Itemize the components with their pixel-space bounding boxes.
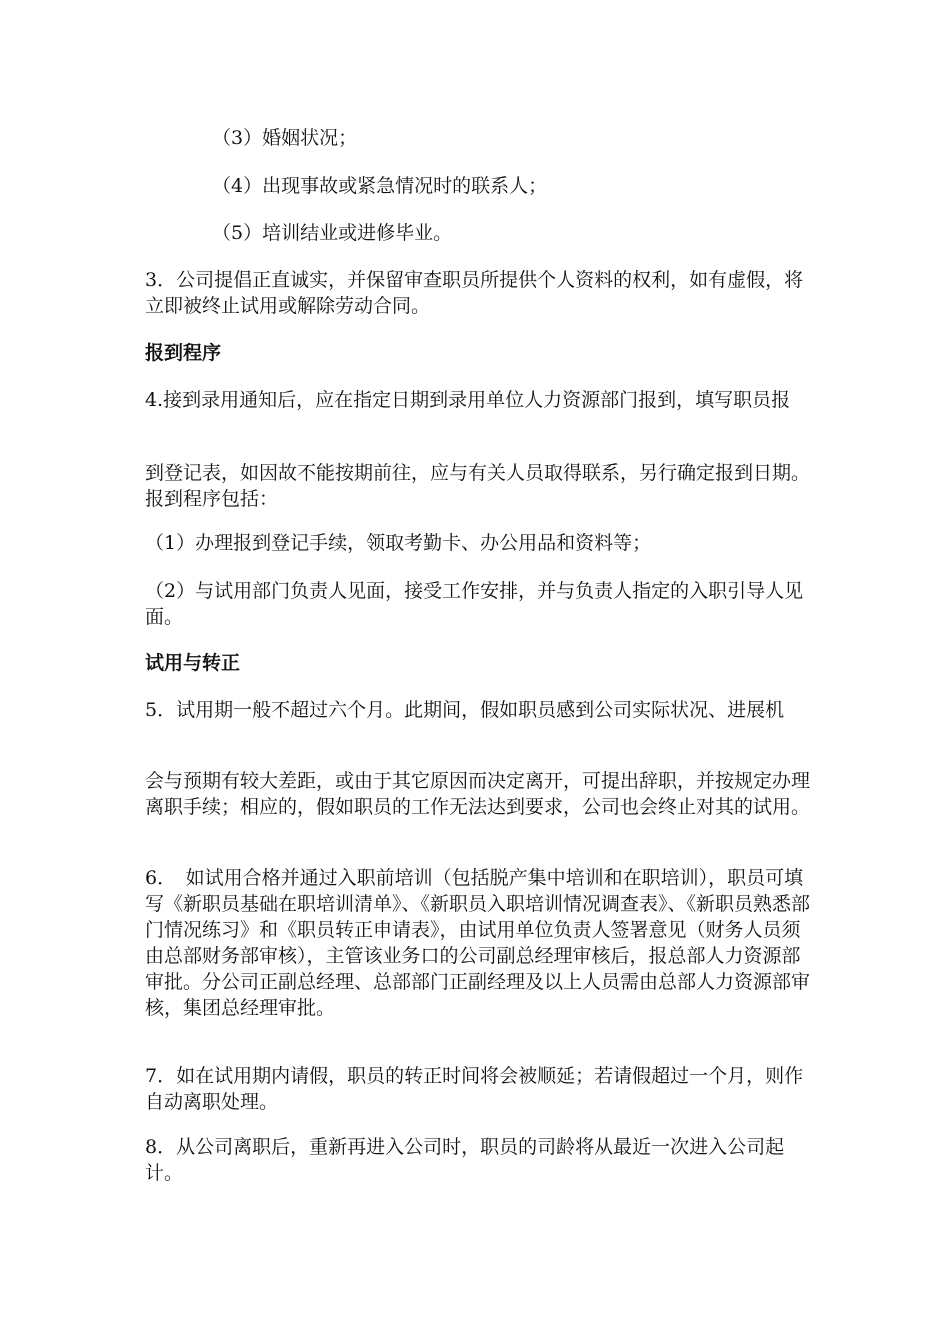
paragraph-4-continued: 到登记表，如因故不能按期前往，应与有关人员取得联系，另行确定报到日期。报到程序包括： (145, 462, 811, 510)
list-item-marital-status: （3）婚姻状况； (212, 127, 358, 149)
section-heading-probation: 试用与转正 (145, 652, 241, 674)
onboarding-step-2: （2）与试用部门负责人见面，接受工作安排，并与负责人指定的入职引导人见面。 (145, 580, 804, 628)
paragraph-8: 8．从公司离职后，重新再进入公司时，职员的司龄将从最近一次进入公司起计。 (145, 1136, 785, 1184)
paragraph-7: 7．如在试用期内请假，职员的转正时间将会被顺延；若请假超过一个月，则作自动离职处理。 (145, 1065, 804, 1113)
list-item-training: （5）培训结业或进修毕业。 (212, 222, 453, 244)
paragraph-4: 4.接到录用通知后，应在指定日期到录用单位人力资源部门报到，填写职员报 (145, 389, 791, 411)
list-item-emergency-contact: （4）出现事故或紧急情况时的联系人； (212, 175, 548, 197)
paragraph-3: 3．公司提倡正直诚实，并保留审查职员所提供个人资料的权利，如有虚假，将立即被终止试用或解除劳动合同。 (145, 269, 804, 317)
onboarding-step-1: （1）办理报到登记手续，领取考勤卡、办公用品和资料等； (145, 532, 652, 554)
paragraph-5: 5．试用期一般不超过六个月。此期间，假如职员感到公司实际状况、进展机 (145, 699, 785, 721)
section-heading-onboarding: 报到程序 (145, 342, 222, 364)
paragraph-6: 6． 如试用合格并通过入职前培训（包括脱产集中培训和在职培训），职员可填写《新职员基础在职培训清单》、《新职员入职培训情况调查表》、《新职员熟悉部门情况练习》和《职员转正申请表》，由试用单位负责人签署意见（财务人员须由总部财务部审核），主管该业务口的公司副总经理审核后，报总部人力资源部审批。分公司正副总经理、总部部门正副经理及以上人员需由总部人力资源部审核，集团总经理审批。 (145, 867, 811, 1019)
paragraph-5-continued: 会与预期有较大差距，或由于其它原因而决定离开，可提出辞职，并按规定办理离职手续；相应的，假如职员的工作无法达到要求，公司也会终止对其的试用。 (145, 770, 811, 818)
